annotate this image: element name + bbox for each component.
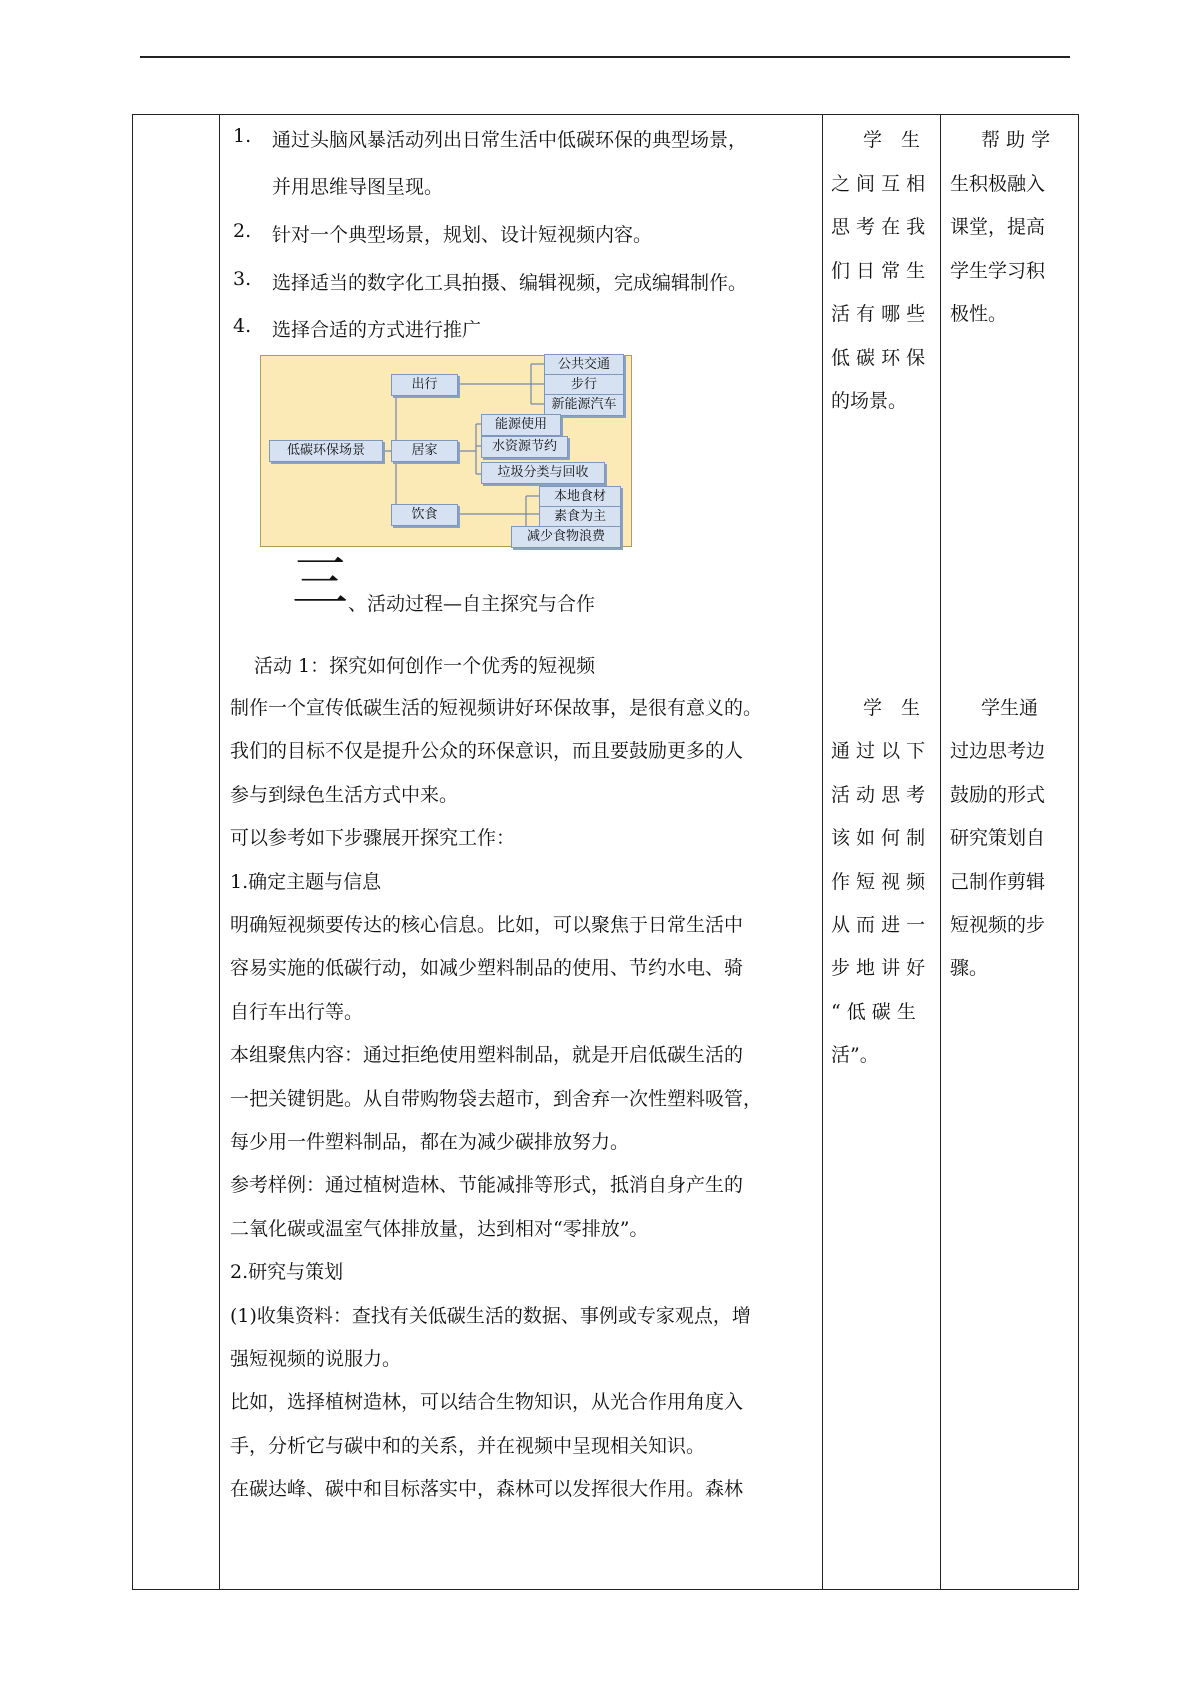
mind-map-leaf: 垃圾分类与回收 [481,462,605,484]
design-purpose-line: 鼓励的形式 [950,783,1046,806]
student-activity-line: “ 低 碳 生 [831,1000,916,1023]
step-text: 选择合适的方式进行推广 [272,319,482,341]
activity-title: 活动 1：探究如何创作一个优秀的短视频 [254,655,596,677]
design-purpose-cell [941,115,1079,1590]
mind-map-leaf: 水资源节约 [481,436,568,458]
body-line: 1.确定主题与信息 [230,871,382,893]
step-number: 4. [233,315,252,337]
design-purpose-line: 极性。 [950,303,1008,325]
step-number: 1. [233,125,252,147]
design-purpose-line: 过边思考边 [950,740,1046,763]
step-number: 3. [233,268,252,290]
blank-column-cell [133,115,220,1590]
student-activity-line: 学 生 [863,129,921,151]
mind-map-branch: 出行 [391,374,458,396]
body-line: 比如，选择植树造林，可以结合生物知识，从光合作用角度入 [230,1391,744,1413]
body-line: 制作一个宣传低碳生活的短视频讲好环保故事，是很有意义的。 [230,697,763,719]
mind-map-leaf: 新能源汽车 [544,394,624,416]
design-purpose-line: 己制作剪辑 [950,870,1046,893]
student-activity-cell [823,115,941,1590]
body-line: 自行车出行等。 [230,1001,364,1023]
body-line: 本组聚焦内容：通过拒绝使用塑料制品，就是开启低碳生活的 [230,1044,744,1066]
student-activity-line: 活 有 哪 些 [831,303,926,325]
student-activity-line: 活 动 思 考 [831,783,926,806]
body-line: 在碳达峰、碳中和目标落实中，森林可以发挥很大作用。森林 [230,1478,744,1500]
body-line: 手，分析它与碳中和的关系，并在视频中呈现相关知识。 [230,1435,706,1457]
body-line: 参考样例：通过植树造林、节能减排等形式，抵消自身产生的 [230,1174,744,1196]
mind-map-leaf: 减少食物浪费 [511,526,621,548]
section-title: 、活动过程—自主探究与合作 [348,593,596,615]
section-number: 三 [292,550,348,615]
lesson-table [132,114,1079,1590]
body-line: 每少用一件塑料制品，都在为减少碳排放努力。 [230,1131,630,1153]
student-activity-line: 的场景。 [831,390,908,412]
step-text: 并用思维导图呈现。 [272,176,444,198]
student-activity-line: 活”。 [831,1044,879,1067]
body-line: 我们的目标不仅是提升公众的环保意识，而且要鼓励更多的人 [230,740,744,762]
student-activity-line: 学 生 [863,697,921,719]
student-activity-line: 低 碳 环 保 [831,346,926,369]
body-line: 参与到绿色生活方式中来。 [230,784,459,806]
mind-map-leaf: 公共交通 [544,354,624,376]
mind-map-root: 低碳环保场景 [269,440,383,462]
body-line: 强短视频的说服力。 [230,1348,402,1370]
body-line: 2.研究与策划 [230,1261,344,1283]
student-activity-line: 们 日 常 生 [831,259,926,282]
content-cell [220,115,823,1590]
mind-map-leaf: 素食为主 [539,506,621,528]
mind-map-leaf: 能源使用 [481,414,561,436]
student-activity-line: 从 而 进 一 [831,914,926,936]
design-purpose-line: 生积极融入 [950,172,1046,195]
body-line: 二氧化碳或温室气体排放量，达到相对“零排放”。 [230,1218,649,1240]
step-number: 2. [233,220,252,242]
design-purpose-line: 学生学习积 [950,259,1046,282]
design-purpose-line: 研究策划自 [950,827,1046,850]
design-purpose-line: 课堂，提高 [950,216,1046,238]
mind-map-branch: 居家 [391,440,458,462]
mind-map-leaf: 步行 [544,374,624,396]
design-purpose-line: 短视频的步 [950,914,1046,936]
step-text: 通过头脑风暴活动列出日常生活中低碳环保的典型场景， [272,129,748,151]
mind-map-branch: 饮食 [391,504,458,526]
design-purpose-line: 骤。 [950,957,989,980]
student-activity-line: 作 短 视 频 [831,870,926,893]
student-activity-line: 思 考 在 我 [831,216,926,238]
header-rule [140,56,1070,58]
step-text: 选择适当的数字化工具拍摄、编辑视频，完成编辑制作。 [272,272,748,294]
body-line: (1)收集资料：查找有关低碳生活的数据、事例或专家观点，增 [230,1305,751,1327]
body-line: 可以参考如下步骤展开探究工作： [230,827,516,849]
student-activity-line: 步 地 讲 好 [831,957,926,980]
student-activity-line: 该 如 何 制 [831,827,926,850]
body-line: 明确短视频要传达的核心信息。比如，可以聚焦于日常生活中 [230,914,744,936]
mind-map-leaf: 本地食材 [539,486,621,508]
student-activity-line: 通 过 以 下 [831,740,926,763]
design-purpose-line: 学生通 [981,697,1039,719]
step-text: 针对一个典型场景，规划、设计短视频内容。 [272,224,653,246]
mind-map [260,355,632,547]
student-activity-line: 之 间 互 相 [831,172,926,195]
body-line: 一把关键钥匙。从自带购物袋去超市，到舍弃一次性塑料吸管， [230,1088,763,1110]
body-line: 容易实施的低碳行动，如减少塑料制品的使用、节约水电、骑 [230,957,744,979]
design-purpose-line: 帮 助 学 [981,129,1051,151]
